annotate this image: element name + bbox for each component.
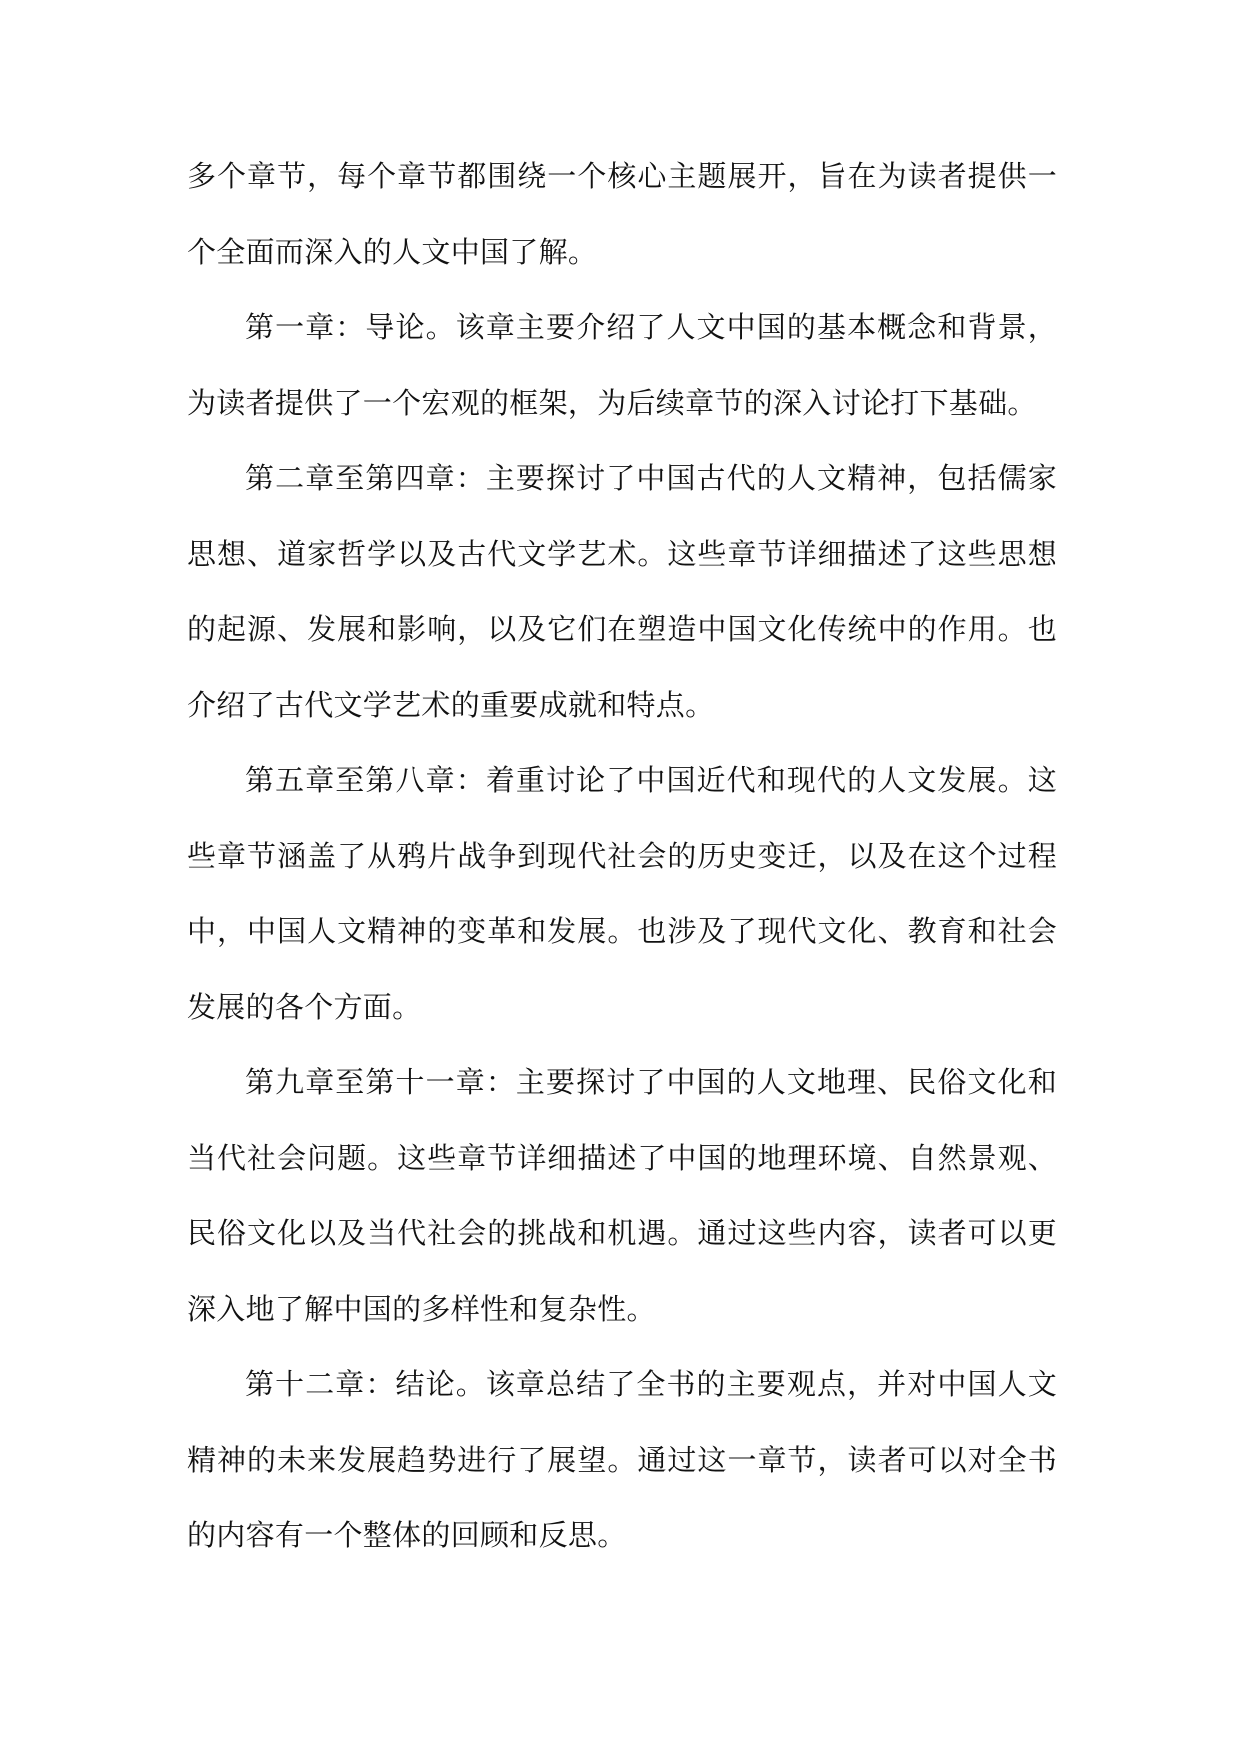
body-text (187, 139, 1057, 1574)
paragraph-chapters-5-8: 第五章至第八章：着重讨论了中国近代和现代的人文发展。这些章节涵盖了从鸦片战争到现代社会的历史变迁，以及在这个过程中，中国人文精神的变革和发展。也涉及了现代文化、教育和社会发展的各个方面。 (187, 763, 1057, 1024)
paragraph-chapters-2-4: 第二章至第四章：主要探讨了中国古代的人文精神，包括儒家思想、道家哲学以及古代文学艺术。这些章节详细描述了这些思想的起源、发展和影响，以及它们在塑造中国文化传统中的作用。也介绍了古代文学艺术的重要成就和特点。 (187, 461, 1057, 722)
paragraph-intro-continuation: 多个章节，每个章节都围绕一个核心主题展开，旨在为读者提供一个全面而深入的人文中国了解。 (187, 159, 1057, 269)
paragraph-chapter-12: 第十二章：结论。该章总结了全书的主要观点，并对中国人文精神的未来发展趋势进行了展望。通过这一章节，读者可以对全书的内容有一个整体的回顾和反思。 (187, 1367, 1057, 1552)
paragraph-chapters-9-11: 第九章至第十一章：主要探讨了中国的人文地理、民俗文化和当代社会问题。这些章节详细描述了中国的地理环境、自然景观、民俗文化以及当代社会的挑战和机遇。通过这些内容，读者可以更深入地了解中国的多样性和复杂性。 (187, 1065, 1057, 1326)
paragraph-chapter-1: 第一章：导论。该章主要介绍了人文中国的基本概念和背景，为读者提供了一个宏观的框架，为后续章节的深入讨论打下基础。 (187, 310, 1057, 420)
